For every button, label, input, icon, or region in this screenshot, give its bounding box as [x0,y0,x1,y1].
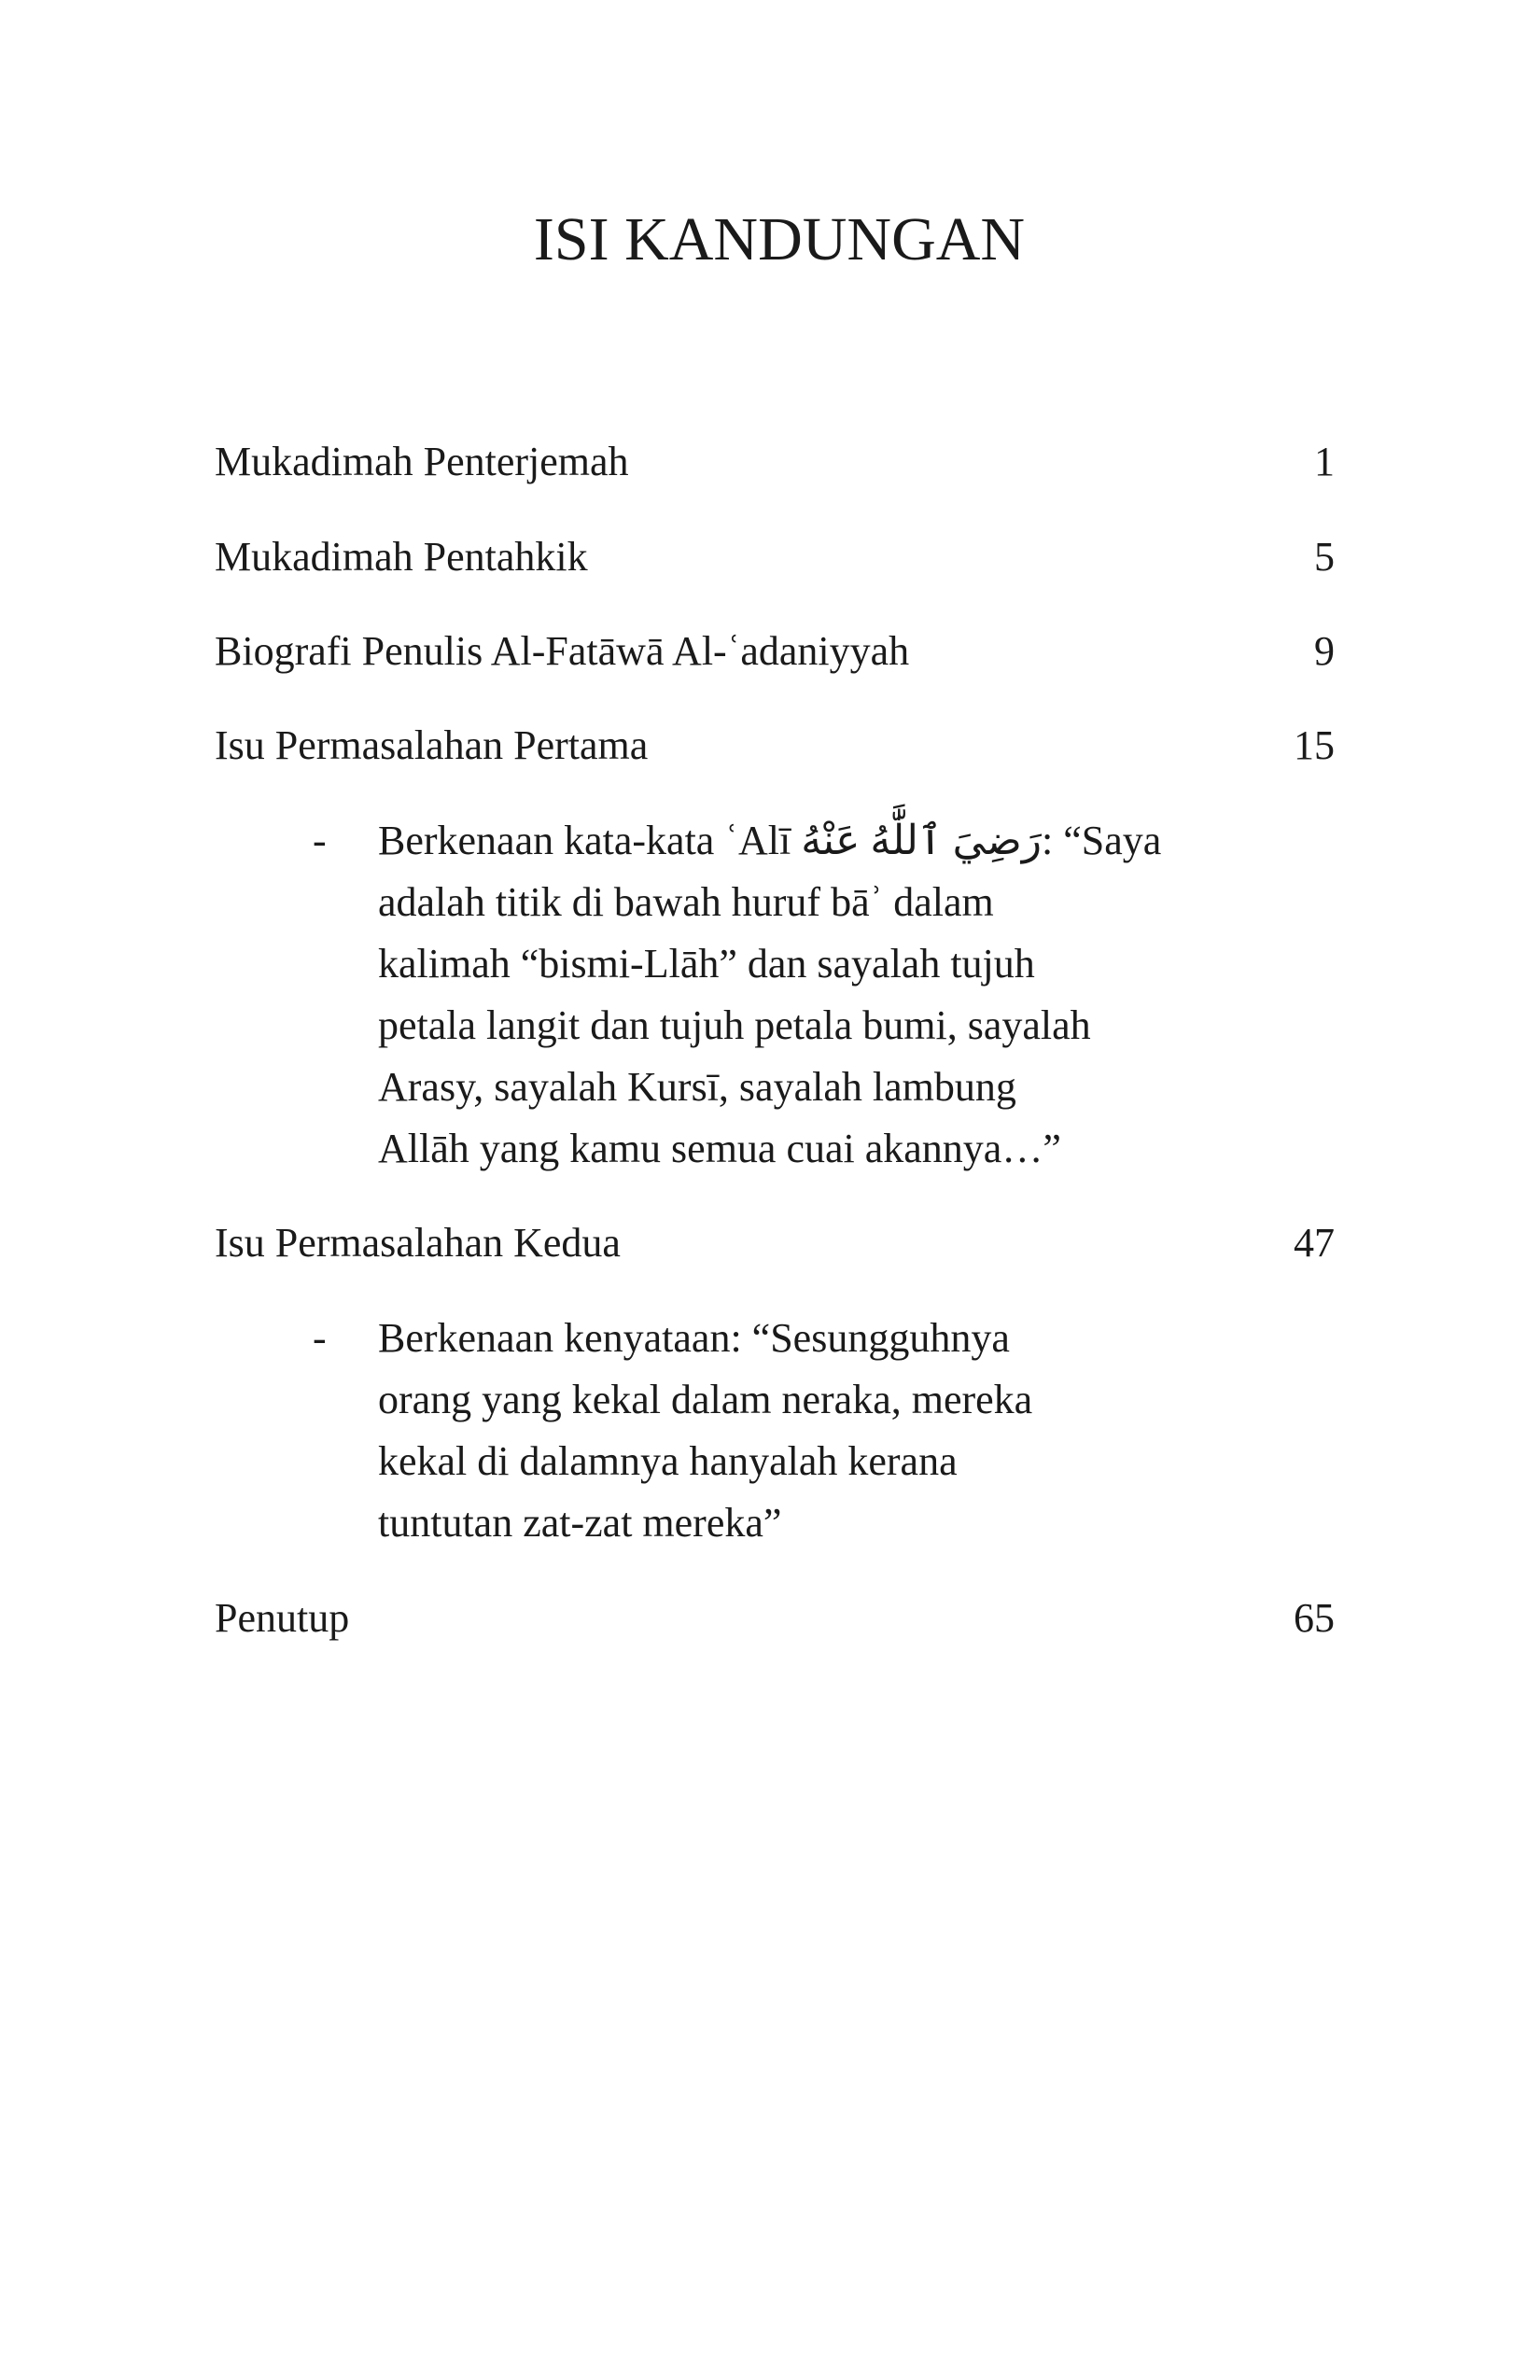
subitem-line: Arasy, sayalah Kursī, sayalah lambung [378,1064,1016,1110]
subitem-text [378,810,1218,1180]
page-title: ISI KANDUNGAN [533,205,1026,273]
subitem-line: kalimah “bismi-Llāh” dan sayalah tujuh [378,941,1035,987]
subitem-line: Berkenaan kata-kata ʿAlī رَضِيَ ٱللَّٰهُ عَنْهُ: “Saya [378,818,1162,863]
toc-entry-label: Isu Permasalahan Pertama [215,722,649,768]
toc-entry-page-number: 1 [1314,439,1335,484]
toc-entry-biografi-penulis[interactable] [215,619,1335,684]
toc-entry-page-number: 5 [1314,534,1335,580]
subitem-bullet-dash: - [313,818,327,863]
toc-entry-label: Biografi Penulis Al-Fatāwā Al-ʿadaniyyah [215,628,910,674]
toc-entry-page-number: 9 [1314,628,1335,674]
subitem-line: tuntutan zat-zat mereka” [378,1500,782,1546]
toc-entry-label: Penutup [215,1595,350,1641]
subitem-line: adalah titik di bawah huruf bāʾ dalam [378,879,994,925]
subitem-bullet-dash: - [313,1315,327,1361]
subitem-line: Berkenaan kenyataan: “Sesungguhnya [378,1315,1010,1361]
toc-entry-isu-permasalahan-pertama[interactable] [215,713,1335,778]
toc-entry-page-number: 65 [1294,1595,1335,1641]
toc-entry-label: Mukadimah Penterjemah [215,439,629,484]
toc-entry-mukadimah-penterjemah[interactable] [215,429,1335,495]
subitem-line: orang yang kekal dalam neraka, mereka [378,1377,1033,1422]
subitem-line: petala langit dan tujuh petala bumi, sayalah [378,1002,1091,1048]
toc-entry-page-number: 47 [1294,1220,1335,1266]
toc-entry-penutup[interactable] [215,1586,1335,1651]
subitem-line: kekal di dalamnya hanyalah kerana [378,1438,958,1484]
toc-entry-label: Mukadimah Pentahkik [215,534,588,580]
subitem-text [378,1308,1218,1554]
toc-entry-label: Isu Permasalahan Kedua [215,1220,621,1266]
toc-entry-isu-permasalahan-kedua[interactable] [215,1211,1335,1276]
toc-entry-mukadimah-pentahkik[interactable] [215,525,1335,590]
subitem-line: Allāh yang kamu semua cuai akannya…” [378,1126,1061,1171]
toc-entry-page-number: 15 [1294,722,1335,768]
